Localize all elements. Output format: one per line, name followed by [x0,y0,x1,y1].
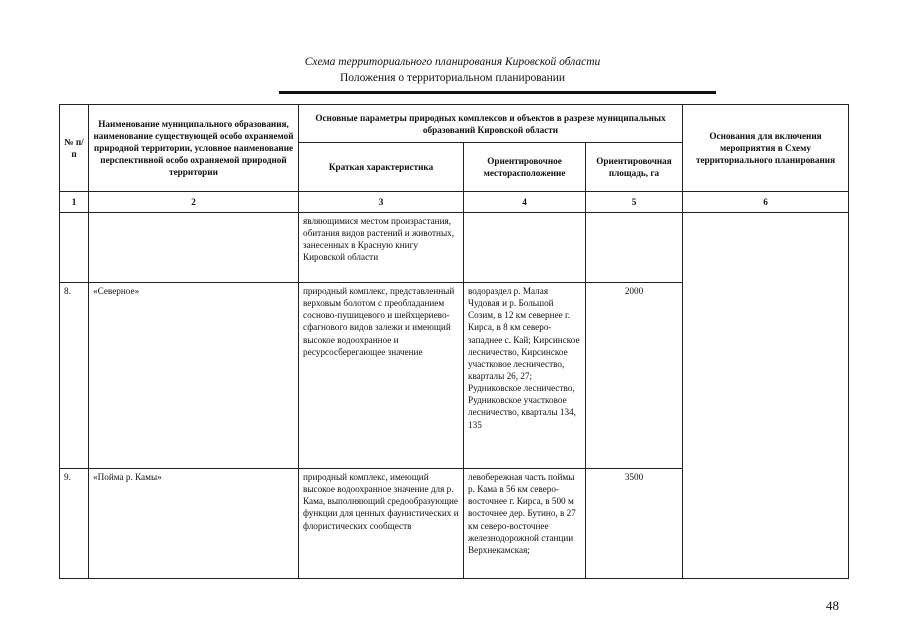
document-subtitle: Положения о территориальном планировании [339,72,566,84]
row-brief: являющимися местом произрастания, обитания видов растений и животных, занесенных в Красную книгу Кировской области [299,213,464,283]
row-name [89,213,299,283]
row-brief: природный комплекс, представленный верховым болотом с преобладанием сосново-пушицевого и шейхцериево-сфагнового видов залежи и имеющий высокое водоохранное и ресурсосберегающее значение [299,283,464,469]
row-location: левобережная часть поймы р. Кама в 56 км северо-восточнее г. Кирса, в 500 м восточнее дер. Бутино, в 27 км северо-восточнее железнодорожной станции Верхнекамская; [464,469,586,579]
col-header-area: Ориентировочная площадь, га [586,143,683,192]
col-header-name: Наименование муниципального образования, наименование существующей особо охраняемой природной территории, условное наименование перспективной особо охраняемой природной территории [89,105,299,192]
row-brief: природный комплекс, имеющий высокое водоохранное значение для р. Кама, выполняющий средообразующие функции для ценных фаунистических и флористических сообществ [299,469,464,579]
row-no [60,213,89,283]
row-area: 3500 [586,469,683,579]
row-name: «Пойма р. Камы» [89,469,299,579]
column-number: 1 [60,192,89,213]
column-number: 6 [683,192,849,213]
column-number: 3 [299,192,464,213]
column-number: 2 [89,192,299,213]
header-row-1 [60,105,849,143]
row-area [586,213,683,283]
col-header-group: Основные параметры природных комплексов и объектов в разрезе муниципальных образований Кировской области [299,105,683,143]
page-number: 48 [826,598,839,613]
col-header-no: № п/п [60,105,89,192]
col-header-brief: Краткая характеристика [299,143,464,192]
row-no: 8. [60,283,89,469]
column-number: 4 [464,192,586,213]
row-location: водораздел р. Малая Чудовая и р. Большой Созим, в 12 км севернее г. Кирса, в 8 км северо-западнее с. Кай; Кирсинское лесничество, Кирсинское участковое лесничество, кварталы 26, 27; Рудниковское лесничество, Рудниковское участковое лесничество, кварталы 134, 135 [464,283,586,469]
header-rule [279,91,716,94]
row-area: 2000 [586,283,683,469]
col-header-basis: Основания для включения мероприятия в Схему территориального планирования [683,105,849,192]
table-row [60,213,849,283]
row-location [464,213,586,283]
row-name: «Северное» [89,283,299,469]
column-number: 5 [586,192,683,213]
col-header-location: Ориентировочное месторасположение [464,143,586,192]
column-number-row [60,192,849,213]
planning-table [59,104,849,579]
row-no: 9. [60,469,89,579]
document-title: Схема территориального планирования Кировской области [304,56,601,68]
row-basis [683,213,849,579]
